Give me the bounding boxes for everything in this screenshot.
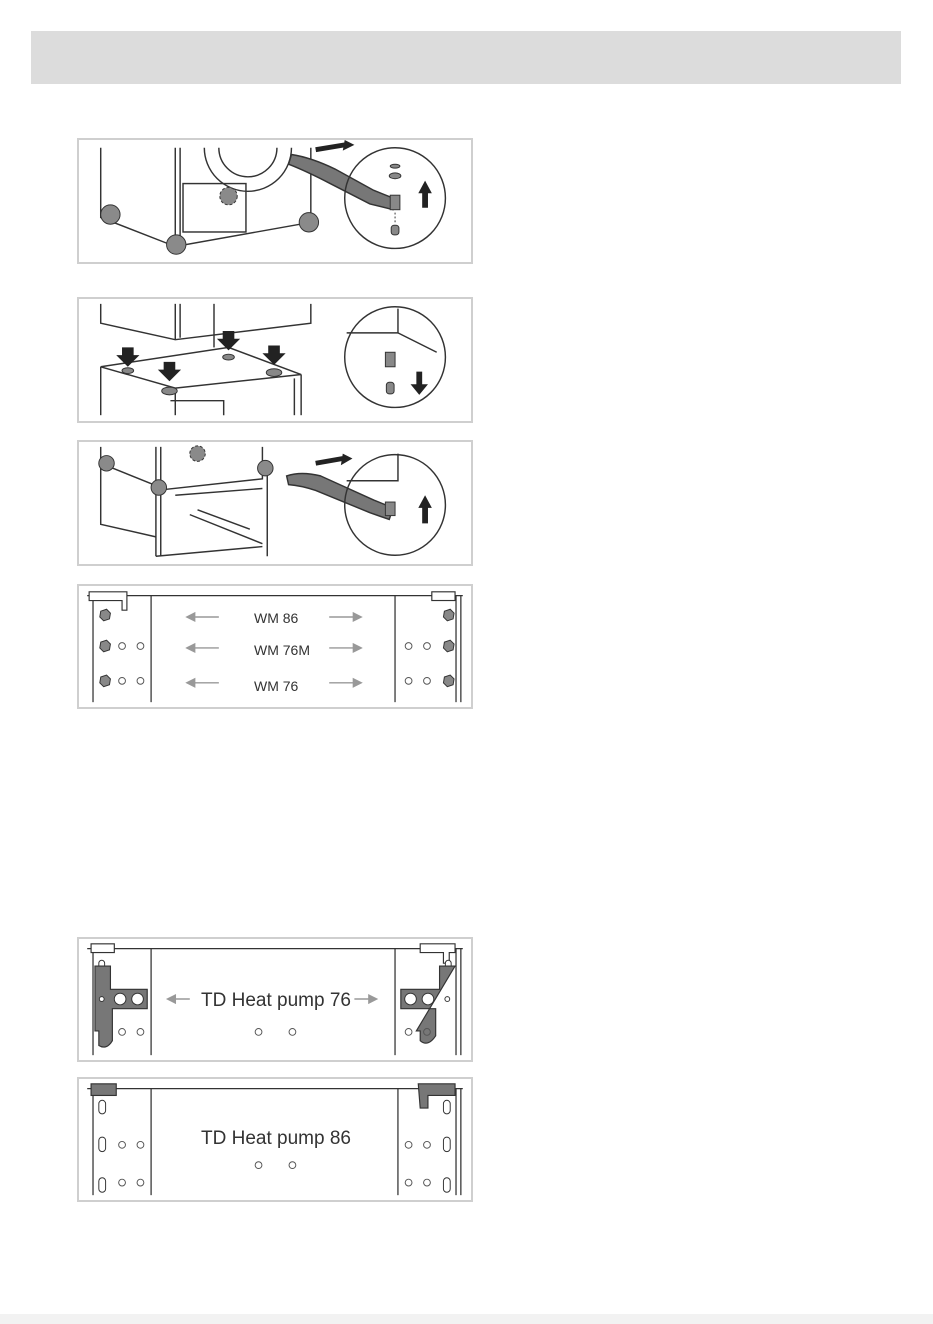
figure-tighten-feet	[77, 440, 473, 566]
wm-76m-label: WM 76M	[254, 642, 310, 658]
figure-place-on-base	[77, 297, 473, 423]
td-heat-pump-76-label: TD Heat pump 76	[201, 990, 351, 1011]
page-bottom-edge	[0, 1314, 933, 1324]
figure-remove-feet-illustration	[79, 140, 471, 262]
figure-remove-feet	[77, 138, 473, 264]
figure-tighten-feet-illustration	[79, 442, 471, 564]
td-heat-pump-86-label: TD Heat pump 86	[201, 1128, 351, 1149]
header-bar	[31, 31, 901, 84]
figure-place-on-base-illustration	[79, 299, 471, 421]
wm-bracket-diagram	[77, 584, 473, 709]
wm-86-label: WM 86	[254, 610, 299, 626]
td-heat-pump-86-diagram	[77, 1077, 473, 1202]
wm-76-label: WM 76	[254, 678, 299, 694]
td-heat-pump-76-diagram	[77, 937, 473, 1062]
